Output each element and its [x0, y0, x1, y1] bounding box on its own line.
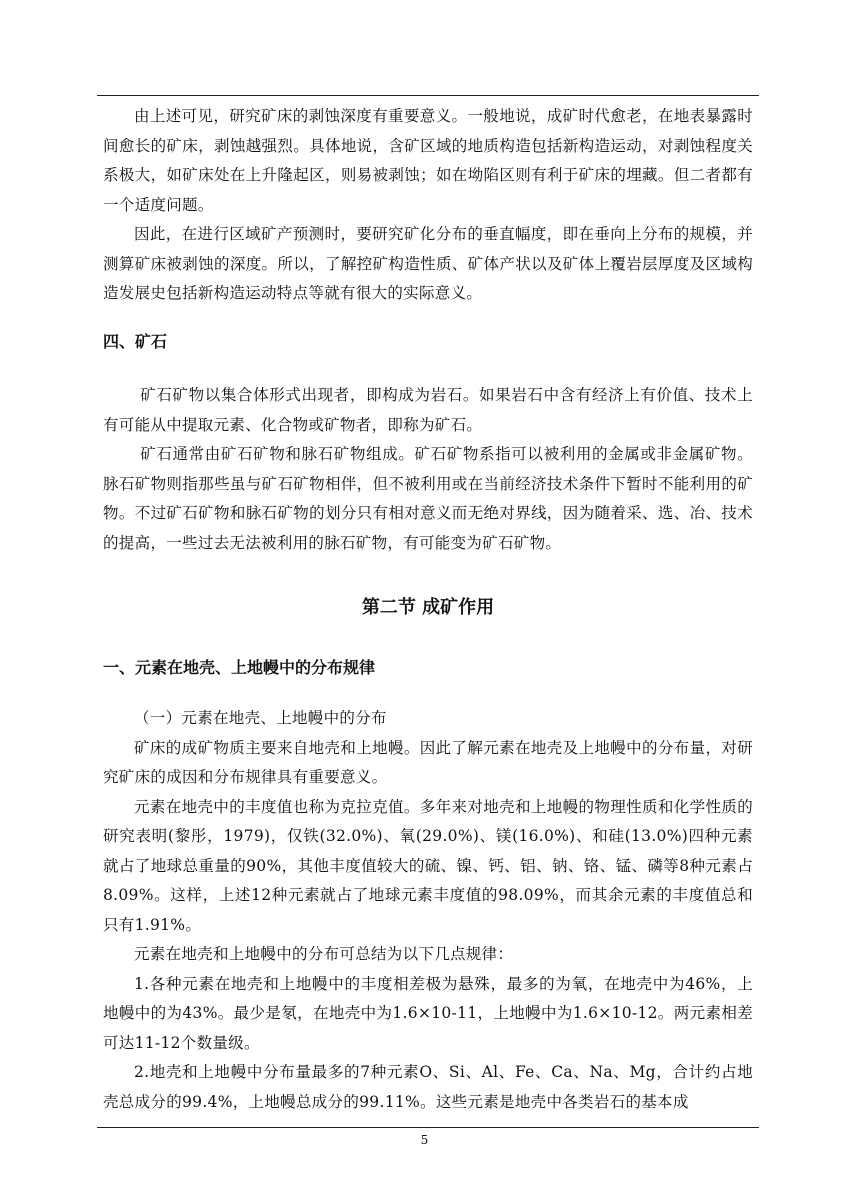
- paragraph: 矿石通常由矿石矿物和脉石矿物组成。矿石矿物系指可以被利用的金属或非金属矿物。脉石矿物则指那些虽与矿石矿物相伴，但不被利用或在当前经济技术条件下暂时不能利用的矿物。不过矿石矿物和脉石矿物的划分只有相对意义而无绝对界线，因为随着采、选、冶、技术的提高，一些过去无法被利用的脉石矿物，有可能变为矿石矿物。: [103, 445, 753, 552]
- chapter-title: 第二节 成矿作用: [361, 597, 495, 618]
- section-heading-elements: 一、元素在地壳、上地幔中的分布规律: [103, 657, 376, 677]
- paragraph: 1.各种元素在地壳和上地幔中的丰度相差极为悬殊，最多的为氧，在地壳中为46%，上地幔中的为43%。最少是氡，在地壳中为1.6×10-11，上地幔中为1.6×10-12。两元素相差可达11-12个数量级。: [103, 974, 753, 1052]
- header-rule: [97, 95, 759, 96]
- page-number: 5: [420, 1133, 429, 1147]
- page-body: [103, 102, 753, 1117]
- subsection-heading: （一）元素在地壳、上地幔中的分布: [134, 709, 387, 727]
- paragraph: 元素在地壳和上地幔中的分布可总结为以下几点规律：: [134, 945, 514, 963]
- paragraph: 矿床的成矿物质主要来自地壳和上地幔。因此了解元素在地壳及上地幔中的分布量，对研究矿床的成因和分布规律具有重要意义。: [103, 738, 753, 786]
- footer-rule: [97, 1127, 759, 1128]
- paragraph: 2.地壳和上地幔中分布量最多的7种元素O、Si、Al、Fe、Ca、Na、Mg，合计约占地壳总成分的99.4%，上地幔总成分的99.11%。这些元素是地壳中各类岩石的基本成: [103, 1063, 753, 1111]
- section-heading-ore: 四、矿石: [103, 331, 168, 351]
- paragraph: 由上述可见，研究矿床的剥蚀深度有重要意义。一般地说，成矿时代愈老，在地表暴露时间愈长的矿床，剥蚀越强烈。具体地说，含矿区域的地质构造包括新构造运动，对剥蚀程度关系极大，如矿床处在上升隆起区，则易被剥蚀；如在坳陷区则有利于矿床的埋藏。但二者都有一个适度问题。: [103, 107, 753, 214]
- paragraph: 因此，在进行区域矿产预测时，要研究矿化分布的垂直幅度，即在垂向上分布的规模，并测算矿床被剥蚀的深度。所以，了解控矿构造性质、矿体产状以及矿体上覆岩层厚度及区域构造发展史包括新构造运动特点等就有很大的实际意义。: [103, 225, 753, 302]
- paragraph: 元素在地壳中的丰度值也称为克拉克值。多年来对地壳和上地幔的物理性质和化学性质的研究表明(黎彤，1979)，仅铁(32.0%)、氧(29.0%)、镁(16.0%)、和硅(13.0%)四种元素就占了地球总重量的90%，其他丰度值较大的硫、镍、钙、铝、钠、铬、锰、磷等8种元素占8.09%。这样，上述12种元素就占了地球元素丰度值的98.09%，而其余元素的丰度值总和只有1.91%。: [103, 797, 753, 934]
- paragraph: 矿石矿物以集合体形式出现者，即构成为岩石。如果岩石中含有经济上有价值、技术上有可能从中提取元素、化合物或矿物者，即称为矿石。: [103, 386, 753, 434]
